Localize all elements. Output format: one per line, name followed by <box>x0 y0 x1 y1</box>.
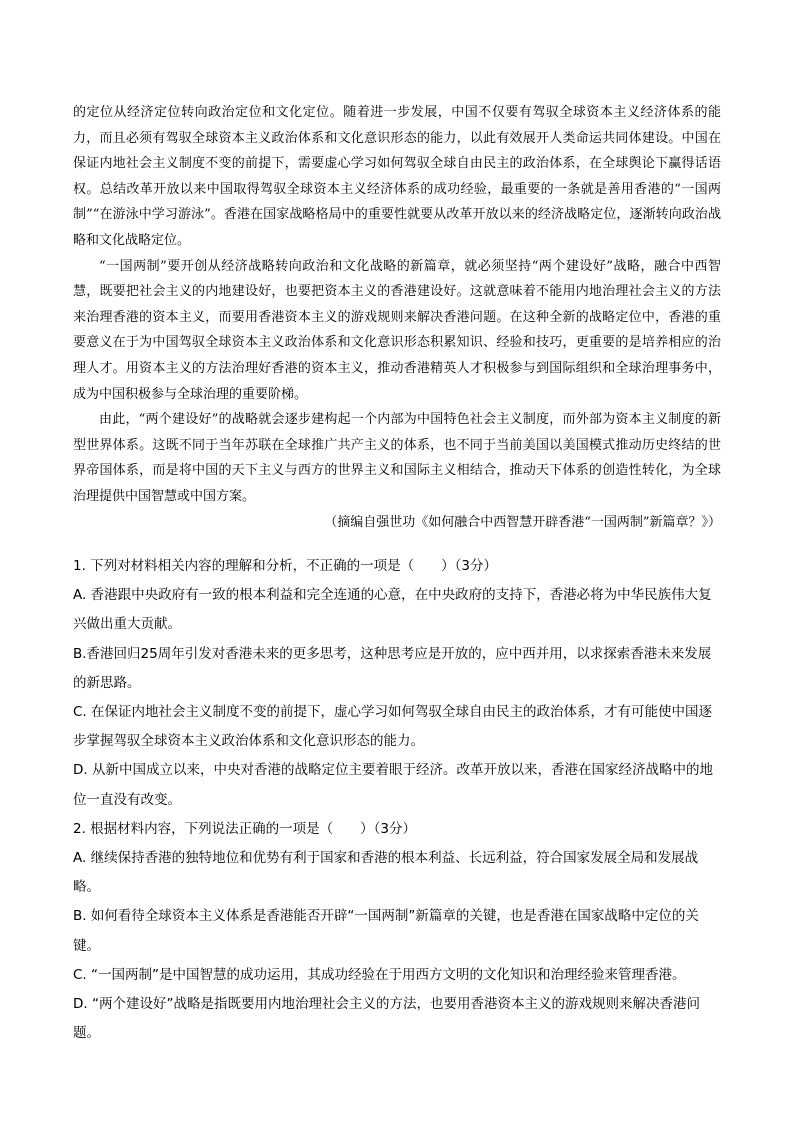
option-d: D. “两个建设好”战略是指既要用内地治理社会主义的方法，也要用香港资本主义的游戏规则来解决香港问题。 <box>73 996 700 1042</box>
option-b: B.香港回归25周年引发对香港未来的更多思考，这种思考应是开放的，应中西并用，以求探索香港未来发展的新思路。 <box>73 645 712 691</box>
option-d: D. 从新中国成立以来，中央对香港的战略定位主要着眼于经济。改革开放以来，香港在国家经济战略中的地位一直没有改变。 <box>73 762 713 808</box>
option-a: A. 香港跟中央政府有一致的根本利益和完全连通的心意，在中央政府的支持下，香港必将为中华民族伟大复兴做出重大贡献。 <box>73 587 712 633</box>
question-stem: 1. 下列对材料相关内容的理解和分析，不正确的一项是（ ）（3分） <box>73 558 498 574</box>
option-c: C. 在保证内地社会主义制度不变的前提下，虚心学习如何驾驭全球自由民主的政治体系，才有可能使中国逐步掌握驾驭全球资本主义政治体系和文化意识形态的能力。 <box>73 704 713 750</box>
passage-paragraph: “一国两制”要开创从经济战略转向政治和文化战略的新篇章，就必须坚持“两个建设好”战略，融合中西智慧，既要把社会主义的内地建设好，也要把资本主义的香港建设好。这就意味着不能用内地治理社会主义的方法来治理香港的资本主义，而要用香港资本主义的游戏规则来解决香港问题。在这种全新的战略定位中，香港的重要意义在于为中国驾驭全球资本主义政治体系和文化意识形态积累知识、经验和技巧，更重要的是培养相应的治理人才。用资本主义的方法治理好香港的资本主义，推动香港精英人才积极参与到国际组织和全球治理事务中，成为中国积极参与全球治理的重要阶梯。 <box>73 258 721 402</box>
passage-paragraph: 由此，“两个建设好”的战略就会逐步建构起一个内部为中国特色社会主义制度，而外部为资本主义制度的新型世界体系。这既不同于当年苏联在全球推广共产主义的体系，也不同于当前美国以美国模式推动历史终结的世界帝国体系，而是将中国的天下主义与西方的世界主义和国际主义相结合，推动天下体系的创造性转化，为全球治理提供中国智慧或中国方案。 <box>73 412 721 504</box>
option-c: C. “一国两制”是中国智慧的成功运用，其成功经验在于用西方文明的文化知识和治理经验来管理香港。 <box>73 966 686 983</box>
option-b: B. 如何看待全球资本主义体系是香港能否开辟“一国两制”新篇章的关键，也是香港在国家战略中定位的关键。 <box>73 908 699 954</box>
option-a: A. 继续保持香港的独特地位和优势有利于国家和香港的根本利益、长远利益，符合国家发展全局和发展战略。 <box>73 850 699 896</box>
question-list <box>73 552 721 1048</box>
reading-passage <box>73 100 721 535</box>
question-2 <box>73 815 721 1049</box>
passage-paragraph: 的定位从经济定位转向政治定位和文化定位。随着进一步发展，中国不仅要有驾驭全球资本主义经济体系的能力，而且必须有驾驭全球资本主义政治体系和文化意识形态的能力，以此有效展开人类命运共同体建设。中国在保证内地社会主义制度不变的前提下，需要虚心学习如何驾驭全球自由民主的政治体系，在全球舆论下赢得话语权。总结改革开放以来中国取得驾驭全球资本主义经济体系的成功经验，最重要的一条就是善用香港的“一国两制”“在游泳中学习游泳”。香港在国家战略格局中的重要性就要从改革开放以来的经济战略定位，逐渐转向政治战略和文化战略定位。 <box>73 105 721 248</box>
question-stem: 2. 根据材料内容，下列说法正确的一项是（ ）（3分） <box>73 820 417 837</box>
passage-source: （摘编自强世功《如何融合中西智慧开辟香港“一国两制”新篇章？》） <box>324 514 721 530</box>
question-1 <box>73 552 721 815</box>
